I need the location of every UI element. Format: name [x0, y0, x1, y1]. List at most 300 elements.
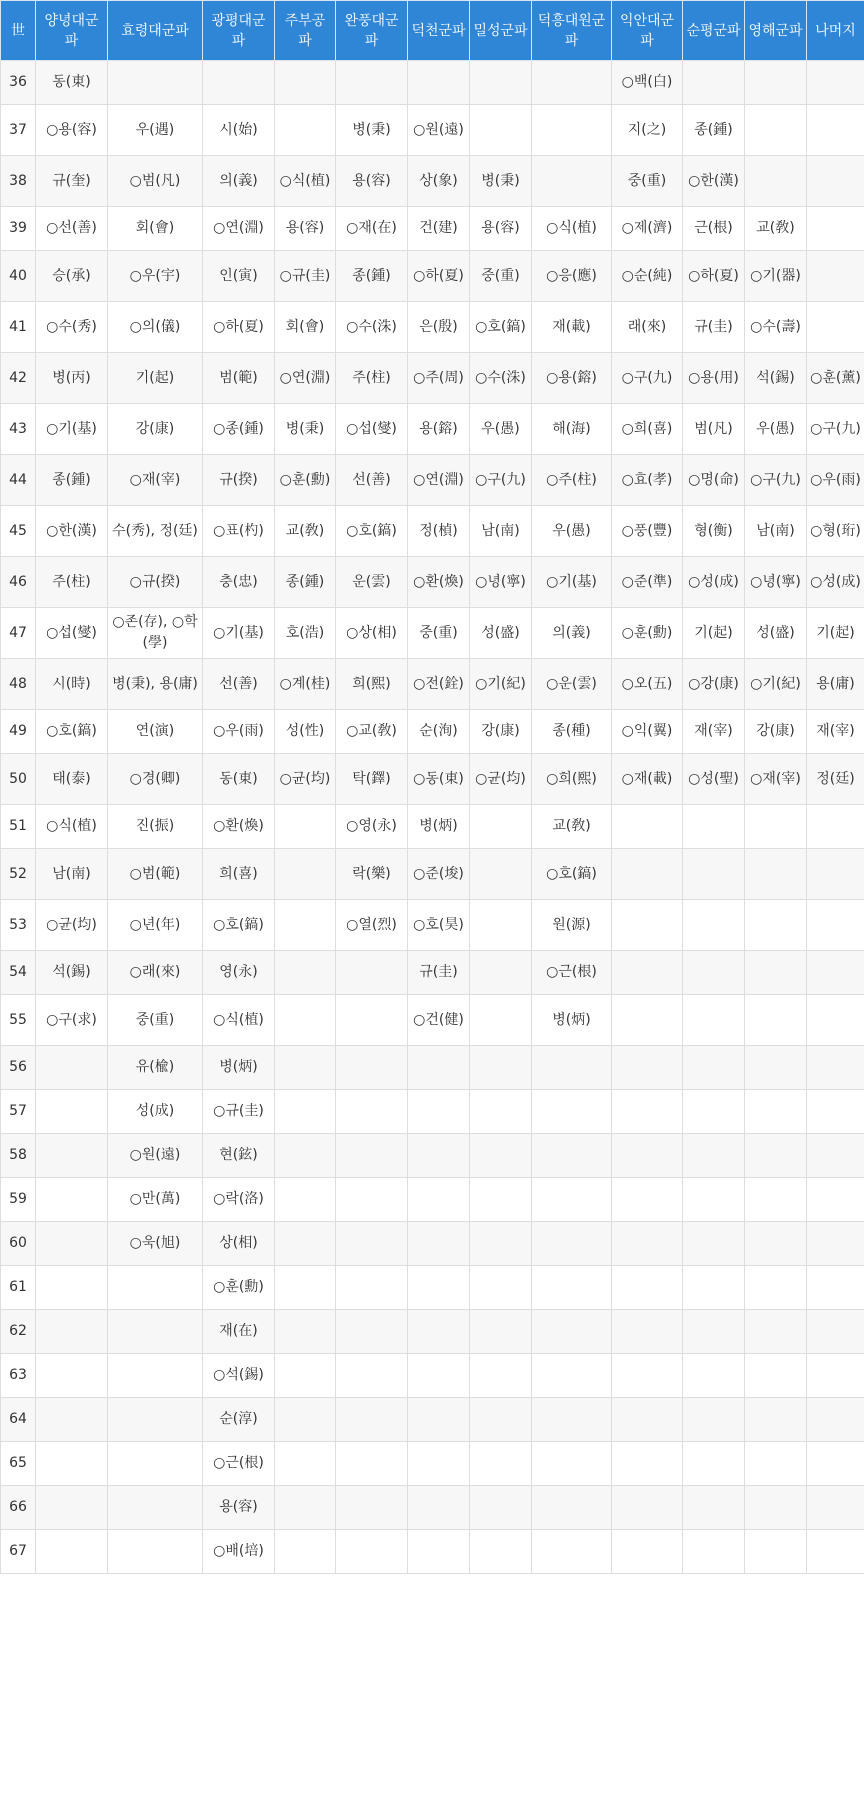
name-cell: 재(在)	[203, 1310, 275, 1354]
name-cell	[807, 105, 864, 156]
table-row	[1, 557, 864, 608]
name-cell	[470, 1310, 532, 1354]
name-cell: ○제(濟)	[612, 207, 683, 251]
name-cell	[203, 61, 275, 105]
generation-cell: 65	[1, 1442, 36, 1486]
name-cell: ○순(純)	[612, 251, 683, 302]
name-cell: ○규(揆)	[108, 557, 203, 608]
header-branch: 덕흥대원군파	[532, 1, 612, 61]
name-cell	[532, 1222, 612, 1266]
generation-cell: 44	[1, 455, 36, 506]
generation-cell: 59	[1, 1178, 36, 1222]
name-cell: 수(秀), 정(廷)	[108, 506, 203, 557]
name-cell	[408, 1222, 470, 1266]
name-cell	[36, 1178, 108, 1222]
name-cell: ○기(基)	[203, 608, 275, 659]
name-cell	[612, 900, 683, 951]
name-cell	[683, 1354, 745, 1398]
name-cell: ○원(遠)	[408, 105, 470, 156]
table-row	[1, 156, 864, 207]
name-cell	[470, 61, 532, 105]
name-cell: ○강(康)	[683, 659, 745, 710]
name-cell	[612, 849, 683, 900]
name-cell	[745, 995, 807, 1046]
name-cell: 우(愚)	[745, 404, 807, 455]
name-cell	[807, 207, 864, 251]
name-cell	[408, 1354, 470, 1398]
name-cell: 선(善)	[203, 659, 275, 710]
name-cell: 태(泰)	[36, 754, 108, 805]
name-cell	[470, 1442, 532, 1486]
name-cell: 상(相)	[203, 1222, 275, 1266]
name-cell	[683, 1442, 745, 1486]
name-cell	[275, 1486, 336, 1530]
name-cell: 시(時)	[36, 659, 108, 710]
name-cell	[612, 1134, 683, 1178]
name-cell: ○호(鎬)	[203, 900, 275, 951]
name-cell	[336, 1266, 408, 1310]
name-cell	[470, 1530, 532, 1574]
generation-cell: 63	[1, 1354, 36, 1398]
name-cell	[745, 1134, 807, 1178]
table-row	[1, 455, 864, 506]
name-cell	[470, 1046, 532, 1090]
name-cell	[36, 1530, 108, 1574]
name-cell	[807, 1442, 864, 1486]
name-cell: 중(重)	[612, 156, 683, 207]
name-cell: ○훈(勳)	[203, 1266, 275, 1310]
name-cell: ○규(圭)	[275, 251, 336, 302]
name-cell: 동(東)	[203, 754, 275, 805]
header-branch: 덕천군파	[408, 1, 470, 61]
name-cell: 강(康)	[745, 710, 807, 754]
name-cell	[745, 1442, 807, 1486]
name-cell: ○범(範)	[108, 849, 203, 900]
name-cell	[745, 1266, 807, 1310]
name-cell	[745, 1486, 807, 1530]
name-cell: 근(根)	[683, 207, 745, 251]
table-row	[1, 805, 864, 849]
table-row	[1, 900, 864, 951]
name-cell	[36, 1310, 108, 1354]
name-cell: 중(重)	[408, 608, 470, 659]
table-row	[1, 1398, 864, 1442]
name-cell: 남(南)	[470, 506, 532, 557]
name-cell: 규(揆)	[203, 455, 275, 506]
name-cell	[36, 1222, 108, 1266]
name-cell: 성(盛)	[470, 608, 532, 659]
name-cell: ○기(紀)	[745, 659, 807, 710]
name-cell	[470, 951, 532, 995]
table-row	[1, 659, 864, 710]
name-cell	[807, 1310, 864, 1354]
name-cell	[745, 1046, 807, 1090]
name-cell	[807, 849, 864, 900]
name-cell	[275, 1398, 336, 1442]
name-cell: 의(義)	[203, 156, 275, 207]
generation-cell: 61	[1, 1266, 36, 1310]
name-cell	[275, 61, 336, 105]
name-cell	[470, 105, 532, 156]
table-row	[1, 1486, 864, 1530]
name-cell: ○기(基)	[36, 404, 108, 455]
name-cell	[532, 156, 612, 207]
name-cell	[336, 1530, 408, 1574]
table-row	[1, 61, 864, 105]
name-cell	[470, 1222, 532, 1266]
name-cell: 성(性)	[275, 710, 336, 754]
name-cell	[612, 1178, 683, 1222]
table-row	[1, 710, 864, 754]
name-cell	[807, 156, 864, 207]
name-cell	[745, 849, 807, 900]
name-cell	[336, 1354, 408, 1398]
table-row	[1, 353, 864, 404]
name-cell: ○우(雨)	[203, 710, 275, 754]
table-row	[1, 1310, 864, 1354]
header-branch: 양녕대군파	[36, 1, 108, 61]
name-cell	[408, 1486, 470, 1530]
name-cell: 병(炳)	[408, 805, 470, 849]
name-cell: ○명(命)	[683, 455, 745, 506]
name-cell: 용(容)	[275, 207, 336, 251]
name-cell: ○백(白)	[612, 61, 683, 105]
name-cell: ○범(凡)	[108, 156, 203, 207]
name-cell	[275, 1090, 336, 1134]
name-cell: ○성(成)	[807, 557, 864, 608]
name-cell: ○균(均)	[470, 754, 532, 805]
table-row	[1, 1354, 864, 1398]
name-cell	[532, 1310, 612, 1354]
name-cell: ○성(聖)	[683, 754, 745, 805]
name-cell	[612, 805, 683, 849]
name-cell: 석(錫)	[745, 353, 807, 404]
name-cell: ○연(淵)	[408, 455, 470, 506]
name-cell: ○표(杓)	[203, 506, 275, 557]
name-cell	[807, 805, 864, 849]
table-header	[1, 1, 864, 61]
name-cell	[612, 1046, 683, 1090]
name-cell: 영(永)	[203, 951, 275, 995]
name-cell	[807, 1266, 864, 1310]
name-cell: 승(承)	[36, 251, 108, 302]
name-cell: 탁(鐸)	[336, 754, 408, 805]
name-cell	[532, 1266, 612, 1310]
name-cell	[336, 951, 408, 995]
name-cell	[532, 61, 612, 105]
name-cell	[336, 995, 408, 1046]
name-cell	[745, 1222, 807, 1266]
name-cell: ○주(周)	[408, 353, 470, 404]
name-cell	[683, 1222, 745, 1266]
name-cell	[807, 302, 864, 353]
header-branch: 주부공파	[275, 1, 336, 61]
name-cell	[745, 105, 807, 156]
name-cell	[612, 995, 683, 1046]
name-cell	[336, 1178, 408, 1222]
name-cell	[683, 61, 745, 105]
generation-cell: 36	[1, 61, 36, 105]
name-cell: 규(圭)	[683, 302, 745, 353]
generation-cell: 43	[1, 404, 36, 455]
name-cell: ○래(來)	[108, 951, 203, 995]
name-cell	[408, 1266, 470, 1310]
name-cell: ○의(儀)	[108, 302, 203, 353]
name-cell: ○용(用)	[683, 353, 745, 404]
name-cell: 용(鎔)	[408, 404, 470, 455]
name-cell: ○종(鍾)	[203, 404, 275, 455]
name-cell	[336, 1222, 408, 1266]
generation-cell: 66	[1, 1486, 36, 1530]
name-cell: 교(敎)	[275, 506, 336, 557]
name-cell: ○동(東)	[408, 754, 470, 805]
name-cell	[532, 105, 612, 156]
name-cell	[36, 1398, 108, 1442]
name-cell	[807, 951, 864, 995]
name-cell: 순(洵)	[408, 710, 470, 754]
name-cell	[275, 1442, 336, 1486]
name-cell	[408, 61, 470, 105]
name-cell: 선(善)	[336, 455, 408, 506]
name-cell: ○우(雨)	[807, 455, 864, 506]
name-cell: ○수(秀)	[36, 302, 108, 353]
name-cell: ○녕(寧)	[745, 557, 807, 608]
name-cell	[336, 1134, 408, 1178]
name-cell	[336, 1310, 408, 1354]
name-cell	[683, 1178, 745, 1222]
name-cell: ○영(永)	[336, 805, 408, 849]
name-cell: ○재(宰)	[745, 754, 807, 805]
name-cell	[807, 1046, 864, 1090]
name-cell	[683, 1090, 745, 1134]
table-row	[1, 1266, 864, 1310]
name-cell: ○규(圭)	[203, 1090, 275, 1134]
name-cell: 래(來)	[612, 302, 683, 353]
name-cell	[470, 1486, 532, 1530]
generation-cell: 54	[1, 951, 36, 995]
name-cell	[336, 1090, 408, 1134]
name-cell: 건(建)	[408, 207, 470, 251]
name-cell: ○성(成)	[683, 557, 745, 608]
generation-cell: 47	[1, 608, 36, 659]
name-cell: 의(義)	[532, 608, 612, 659]
table-row	[1, 608, 864, 659]
name-cell: ○배(培)	[203, 1530, 275, 1574]
name-cell: ○섭(燮)	[36, 608, 108, 659]
name-cell	[745, 951, 807, 995]
name-cell: ○재(在)	[336, 207, 408, 251]
name-cell	[612, 1398, 683, 1442]
name-cell	[275, 951, 336, 995]
name-cell	[683, 849, 745, 900]
name-cell	[108, 1486, 203, 1530]
name-cell: ○재(宰)	[108, 455, 203, 506]
name-cell: 순(淳)	[203, 1398, 275, 1442]
name-cell: 회(會)	[275, 302, 336, 353]
name-cell: 범(範)	[203, 353, 275, 404]
name-cell: ○호(鎬)	[470, 302, 532, 353]
generation-cell: 40	[1, 251, 36, 302]
name-cell	[745, 805, 807, 849]
generation-cell: 38	[1, 156, 36, 207]
name-cell: ○응(應)	[532, 251, 612, 302]
name-cell: ○오(五)	[612, 659, 683, 710]
table-row	[1, 105, 864, 156]
generation-cell: 57	[1, 1090, 36, 1134]
generation-cell: 37	[1, 105, 36, 156]
name-cell	[745, 1398, 807, 1442]
name-cell: ○환(煥)	[408, 557, 470, 608]
name-cell	[745, 900, 807, 951]
generation-cell: 45	[1, 506, 36, 557]
name-cell: ○선(善)	[36, 207, 108, 251]
name-cell	[275, 1134, 336, 1178]
name-cell	[807, 1178, 864, 1222]
name-cell: 규(圭)	[408, 951, 470, 995]
name-cell	[612, 951, 683, 995]
name-cell: 범(凡)	[683, 404, 745, 455]
table-row	[1, 951, 864, 995]
name-cell: 호(浩)	[275, 608, 336, 659]
name-cell	[108, 1266, 203, 1310]
name-cell: ○훈(勳)	[612, 608, 683, 659]
name-cell: ○풍(豐)	[612, 506, 683, 557]
name-cell	[807, 900, 864, 951]
name-cell	[683, 1486, 745, 1530]
name-cell	[470, 1134, 532, 1178]
name-cell	[275, 1178, 336, 1222]
name-cell	[612, 1222, 683, 1266]
header-branch: 영해군파	[745, 1, 807, 61]
name-cell	[408, 1442, 470, 1486]
name-cell	[275, 900, 336, 951]
generation-cell: 58	[1, 1134, 36, 1178]
name-cell: ○준(準)	[612, 557, 683, 608]
name-cell	[336, 1486, 408, 1530]
name-cell: ○근(根)	[203, 1442, 275, 1486]
name-cell	[275, 805, 336, 849]
name-cell	[108, 1310, 203, 1354]
name-cell: 우(愚)	[532, 506, 612, 557]
name-cell: 성(成)	[108, 1090, 203, 1134]
name-cell	[470, 805, 532, 849]
table-row	[1, 404, 864, 455]
name-cell: ○욱(旭)	[108, 1222, 203, 1266]
table-row	[1, 1090, 864, 1134]
header-branch: 밀성군파	[470, 1, 532, 61]
header-branch: 순평군파	[683, 1, 745, 61]
name-cell: ○주(柱)	[532, 455, 612, 506]
table-row	[1, 1134, 864, 1178]
name-cell	[275, 1222, 336, 1266]
name-cell: 락(樂)	[336, 849, 408, 900]
name-cell	[807, 251, 864, 302]
name-cell	[745, 1354, 807, 1398]
name-cell: ○건(健)	[408, 995, 470, 1046]
name-cell: 기(起)	[108, 353, 203, 404]
name-cell: 용(庸)	[807, 659, 864, 710]
name-cell: 운(雲)	[336, 557, 408, 608]
name-cell: 유(楡)	[108, 1046, 203, 1090]
name-cell: 용(容)	[470, 207, 532, 251]
name-cell: ○우(宇)	[108, 251, 203, 302]
name-cell: 병(秉)	[275, 404, 336, 455]
name-cell: ○한(漢)	[36, 506, 108, 557]
name-cell	[532, 1486, 612, 1530]
name-cell: ○교(敎)	[336, 710, 408, 754]
name-cell	[36, 1486, 108, 1530]
table-row	[1, 995, 864, 1046]
table-row	[1, 754, 864, 805]
name-cell	[275, 1310, 336, 1354]
name-cell: 종(種)	[532, 710, 612, 754]
name-cell: 병(秉), 용(庸)	[108, 659, 203, 710]
name-cell: ○희(喜)	[612, 404, 683, 455]
name-cell: 재(載)	[532, 302, 612, 353]
name-cell	[108, 1530, 203, 1574]
name-cell	[683, 1310, 745, 1354]
name-cell	[612, 1530, 683, 1574]
name-cell	[683, 995, 745, 1046]
name-cell	[612, 1486, 683, 1530]
name-cell: ○호(鎬)	[336, 506, 408, 557]
name-cell: ○수(洙)	[336, 302, 408, 353]
name-cell: ○한(漢)	[683, 156, 745, 207]
name-cell: ○연(淵)	[203, 207, 275, 251]
name-cell: 남(南)	[36, 849, 108, 900]
name-cell: ○계(桂)	[275, 659, 336, 710]
table-row	[1, 1046, 864, 1090]
header-branch: 나머지	[807, 1, 864, 61]
name-cell: ○섭(燮)	[336, 404, 408, 455]
name-cell: 병(秉)	[470, 156, 532, 207]
name-cell	[470, 1398, 532, 1442]
name-cell: 종(鍾)	[275, 557, 336, 608]
name-cell	[807, 1486, 864, 1530]
name-cell: ○경(卿)	[108, 754, 203, 805]
name-cell: 석(錫)	[36, 951, 108, 995]
name-cell	[408, 1046, 470, 1090]
name-cell	[807, 1354, 864, 1398]
name-cell	[36, 1046, 108, 1090]
name-cell	[807, 1398, 864, 1442]
name-cell: ○하(夏)	[683, 251, 745, 302]
name-cell: ○연(淵)	[275, 353, 336, 404]
name-cell: ○상(相)	[336, 608, 408, 659]
name-cell	[532, 1178, 612, 1222]
name-cell	[336, 61, 408, 105]
name-cell	[408, 1398, 470, 1442]
name-cell: 상(象)	[408, 156, 470, 207]
header-branch: 익안대군파	[612, 1, 683, 61]
name-cell	[108, 1398, 203, 1442]
name-cell	[275, 1530, 336, 1574]
name-cell: ○호(鎬)	[532, 849, 612, 900]
name-cell	[275, 849, 336, 900]
name-cell	[408, 1090, 470, 1134]
name-cell: ○구(九)	[470, 455, 532, 506]
name-cell: ○익(翼)	[612, 710, 683, 754]
name-cell	[683, 1398, 745, 1442]
name-cell: 규(奎)	[36, 156, 108, 207]
name-cell: 주(柱)	[336, 353, 408, 404]
table-row	[1, 849, 864, 900]
name-cell: 중(重)	[108, 995, 203, 1046]
name-cell	[336, 1442, 408, 1486]
name-cell: 기(起)	[807, 608, 864, 659]
name-cell: 연(演)	[108, 710, 203, 754]
name-cell: ○열(烈)	[336, 900, 408, 951]
